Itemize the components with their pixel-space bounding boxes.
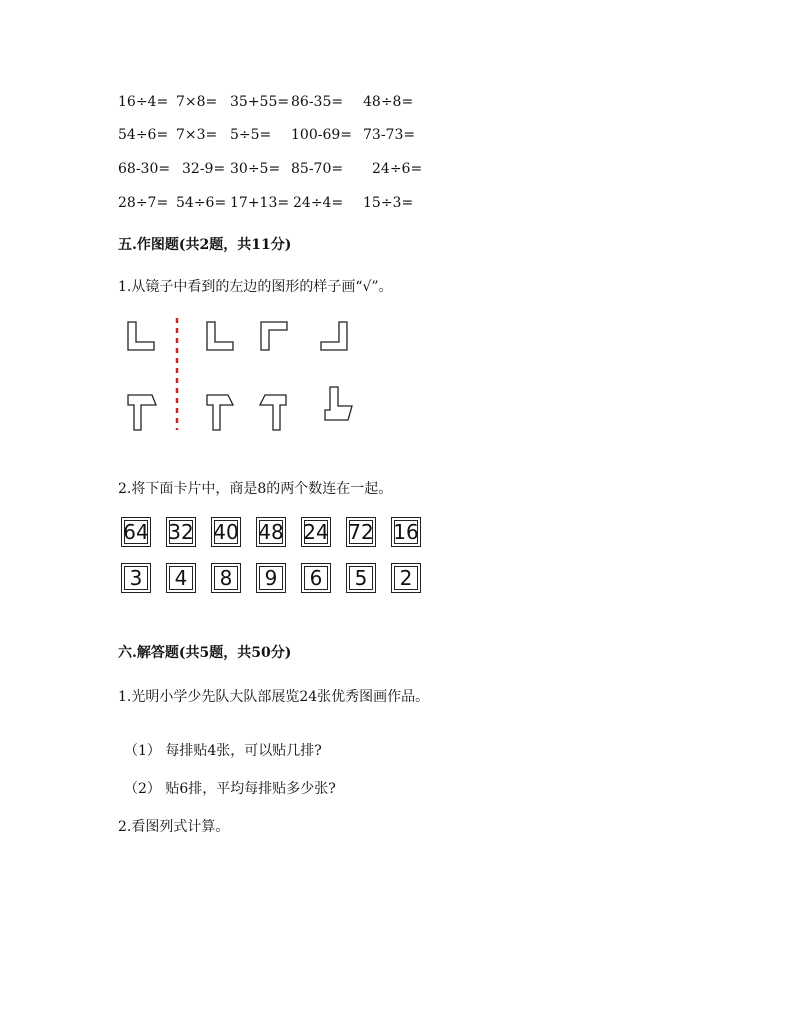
dividend-card[interactable]	[346, 517, 376, 547]
hammer-option-3	[325, 387, 352, 420]
dividend-card[interactable]	[256, 517, 286, 547]
card-number: 24	[303, 520, 329, 544]
arithmetic-problem: 86-35=	[291, 94, 344, 110]
l-shape-option-2	[261, 322, 287, 350]
dividend-card[interactable]	[391, 517, 421, 547]
arithmetic-problem: 15÷3=	[363, 195, 414, 211]
section5-question1: 1.从镜子中看到的左边的图形的样子画“√”。	[118, 279, 393, 295]
arithmetic-problem: 68-30=	[118, 161, 171, 177]
divisor-card[interactable]	[256, 563, 286, 593]
divisor-card[interactable]	[301, 563, 331, 593]
section6-question2: 2.看图列式计算。	[118, 819, 230, 835]
arithmetic-problem: 24÷4=	[293, 195, 344, 211]
card-number: 72	[348, 520, 374, 544]
section6-heading: 六.解答题(共5题，共50分)	[118, 645, 292, 661]
l-shape-option-3	[321, 322, 347, 350]
arithmetic-problem: 35+55=	[230, 94, 290, 110]
dividend-card[interactable]	[301, 517, 331, 547]
hammer-option-1	[207, 395, 233, 430]
l-shape-original	[128, 322, 154, 350]
arithmetic-problem: 5÷5=	[230, 127, 272, 143]
divisor-card[interactable]	[211, 563, 241, 593]
arithmetic-problem: 7×8=	[176, 94, 218, 110]
divisor-card[interactable]	[346, 563, 376, 593]
arithmetic-problem: 16÷4=	[118, 94, 169, 110]
arithmetic-problem: 48÷8=	[363, 94, 414, 110]
l-shape-option-1	[207, 322, 233, 350]
arithmetic-problem: 100-69=	[291, 127, 352, 143]
card-number: 2	[399, 566, 413, 590]
arithmetic-problem: 85-70=	[291, 161, 344, 177]
section6-question1a: （1） 每排贴4张，可以贴几排?	[124, 743, 322, 759]
card-number: 5	[354, 566, 368, 590]
section6-question1: 1.光明小学少先队大队部展览24张优秀图画作品。	[118, 689, 430, 705]
section5-heading: 五.作图题(共2题，共11分)	[118, 237, 292, 253]
arithmetic-problem: 73-73=	[363, 127, 416, 143]
arithmetic-problem: 24÷6=	[372, 161, 423, 177]
card-number: 40	[213, 520, 239, 544]
hammer-original	[128, 395, 156, 430]
divisor-card[interactable]	[391, 563, 421, 593]
arithmetic-problem: 28÷7=	[118, 195, 169, 211]
arithmetic-problem: 54÷6=	[176, 195, 227, 211]
arithmetic-problem: 30÷5=	[230, 161, 281, 177]
card-number: 8	[219, 566, 233, 590]
mirror-figures	[110, 310, 370, 435]
section5-question2: 2.将下面卡片中，商是8的两个数连在一起。	[118, 481, 393, 497]
arithmetic-problem: 7×3=	[176, 127, 218, 143]
dividend-card[interactable]	[121, 517, 151, 547]
card-number: 9	[264, 566, 278, 590]
card-number: 4	[174, 566, 188, 590]
arithmetic-problem: 32-9=	[182, 161, 226, 177]
card-number: 48	[258, 520, 284, 544]
card-number: 64	[123, 520, 149, 544]
dividend-card[interactable]	[211, 517, 241, 547]
card-number: 3	[129, 566, 143, 590]
dividend-card[interactable]	[166, 517, 196, 547]
hammer-option-2	[260, 395, 286, 430]
section6-question1b: （2） 贴6排，平均每排贴多少张?	[124, 781, 336, 797]
card-number: 32	[168, 520, 194, 544]
divisor-card[interactable]	[121, 563, 151, 593]
card-number: 6	[309, 566, 323, 590]
arithmetic-problem: 54÷6=	[118, 127, 169, 143]
arithmetic-problem: 17+13=	[230, 195, 290, 211]
card-number: 16	[393, 520, 419, 544]
divisor-card[interactable]	[166, 563, 196, 593]
